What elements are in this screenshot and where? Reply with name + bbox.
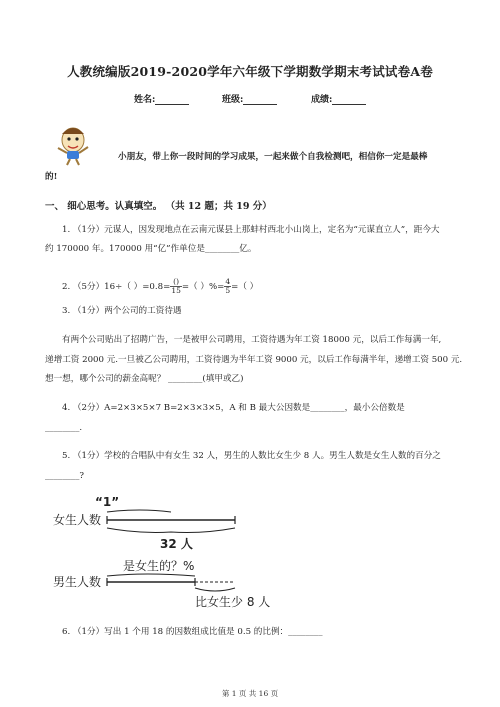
class-blank (243, 95, 277, 105)
question-1-line-1: 1. （1分）元谋人，因发现地点在云南元谋县上那蚌村西北小山岗上，定名为“元谋直立人”，距今大 (62, 225, 440, 235)
mascot-icon (50, 120, 96, 166)
question-1-line-2: 约 170000 年。170000 用“亿”作单位是________亿。 (45, 244, 257, 254)
question-3: 3. （1分）两个公司的工资待遇 (62, 306, 182, 316)
name-label: 姓名: (134, 95, 156, 105)
segment-diagram (45, 490, 305, 615)
fraction-1-denominator: 15 (171, 286, 181, 295)
girls-top-brace (107, 510, 171, 512)
difference-label: 比女生少 8 人 (195, 595, 271, 609)
girls-bottom-brace (107, 528, 235, 533)
question-3-body-3: 想一想，哪个公司的薪金高呢？ ________(填甲或乙) (45, 374, 244, 384)
question-5-line-2: ________? (45, 471, 84, 481)
question-3-body-1: 有两个公司贴出了招聘广告，一是被甲公司聘用，工资待遇为年工资 18000 元，以后工作每满一年, (62, 335, 442, 345)
difference-brace (195, 588, 235, 591)
question-2 (62, 278, 258, 295)
question-4-line-2: ________. (45, 423, 83, 433)
diagram-one-label: “1” (95, 495, 120, 509)
question-2-prefix: 2. （5分）16÷（ ）=0.8= (62, 282, 171, 292)
boys-top-brace (107, 574, 195, 576)
score-field (311, 92, 366, 105)
intro-line-2: 的! (45, 172, 58, 182)
intro-line-1: 小朋友，带上你一段时间的学习成果，一起来做个自我检测吧，相信你一定是最棒 (118, 152, 428, 162)
page-footer: 第 1 页 共 16 页 (221, 689, 279, 698)
question-5-line-1: 5. （1分）学校的合唱队中有女生 32 人，男生的人数比女生少 8 人。男生人数是女生人数的百分之 (62, 451, 441, 461)
name-blank (155, 95, 189, 105)
fraction-2-numerator: 4 (225, 277, 231, 286)
question-4-line-1: 4. （2分）A=2×3×5×7 B=2×3×3×5，A 和 B 最大公因数是________，最小公倍数是 (62, 403, 405, 413)
question-3-body-2: 递增工资 2000 元.一旦被乙公司聘用，工资待遇为半年工资 9000 元，以后工作每满半年，递增工资 500 元. (45, 355, 463, 365)
question-2-suffix: =（ ） (231, 282, 259, 292)
class-label: 班级: (222, 95, 244, 105)
boys-label: 男生人数 (53, 575, 102, 589)
girls-label: 女生人数 (53, 513, 102, 527)
question-2-fraction-1 (170, 278, 182, 295)
page-title: 人教统编版2019-2020学年六年级下学期数学期末考试试卷A卷 (67, 64, 433, 79)
question-6: 6. （1分）写出 1 个用 18 的因数组成比值是 0.5 的比例：________ (62, 627, 323, 637)
score-label: 成绩: (311, 95, 333, 105)
section-1-heading: 一、 细心思考。认真填空。 （共 12 题；共 19 分） (45, 201, 272, 212)
girls-count: 32 人 (160, 537, 193, 551)
name-field (134, 92, 189, 105)
fraction-2-denominator: 5 (225, 286, 231, 295)
question-2-middle: =（ ）%= (181, 282, 225, 292)
score-blank (332, 95, 366, 105)
fraction-1-numerator: () (170, 278, 182, 287)
class-field (222, 92, 277, 105)
question-label: 是女生的？% (123, 559, 195, 573)
